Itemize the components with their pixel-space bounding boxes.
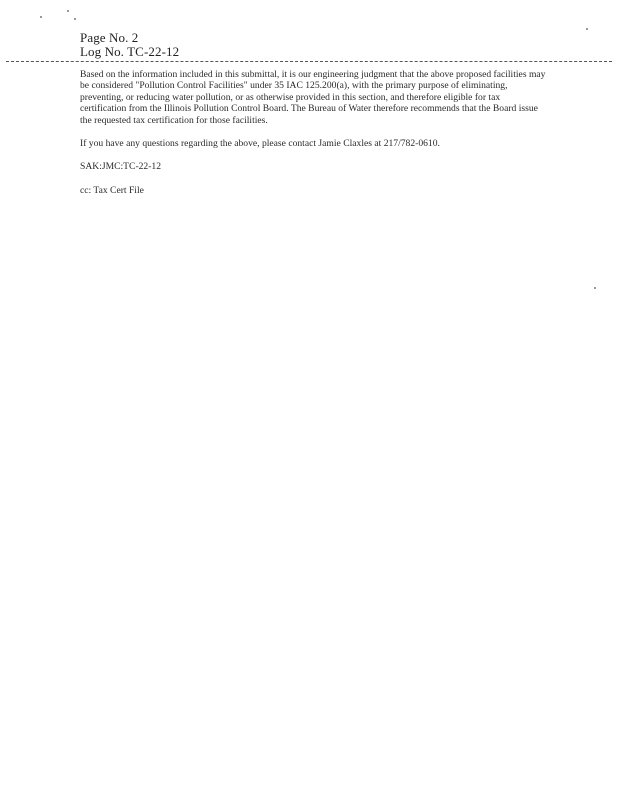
scan-speck <box>74 18 76 20</box>
scan-speck <box>67 10 69 12</box>
body-paragraph: Based on the information included in this submittal, it is our engineering judgment that the above proposed facilities may be considered "Pollution Control Facilities" under 35 IAC 125.200(a), with the primary purpose of eliminating, preventing, or reducing water pollution, or as otherwise provided in this section, and therefore eligible for tax certification from the Illinois Pollution Control Board. The Bureau of Water therefore recommends that the Board issue the requested tax certification for those facilities. <box>80 69 546 126</box>
reference-initials: SAK:JMC:TC-22-12 <box>80 161 162 173</box>
header-divider <box>6 61 612 62</box>
log-number: Log No. TC-22-12 <box>80 44 180 59</box>
cc-line: cc: Tax Cert File <box>80 184 144 196</box>
page-number: Page No. 2 <box>80 30 139 45</box>
letter-body <box>80 69 546 208</box>
contact-paragraph: If you have any questions regarding the above, please contact Jamie Claxles at 217/782-0610. <box>80 138 440 150</box>
scan-speck <box>40 16 42 18</box>
scan-speck <box>594 287 596 289</box>
scan-speck <box>586 28 588 30</box>
page-header <box>80 31 179 59</box>
